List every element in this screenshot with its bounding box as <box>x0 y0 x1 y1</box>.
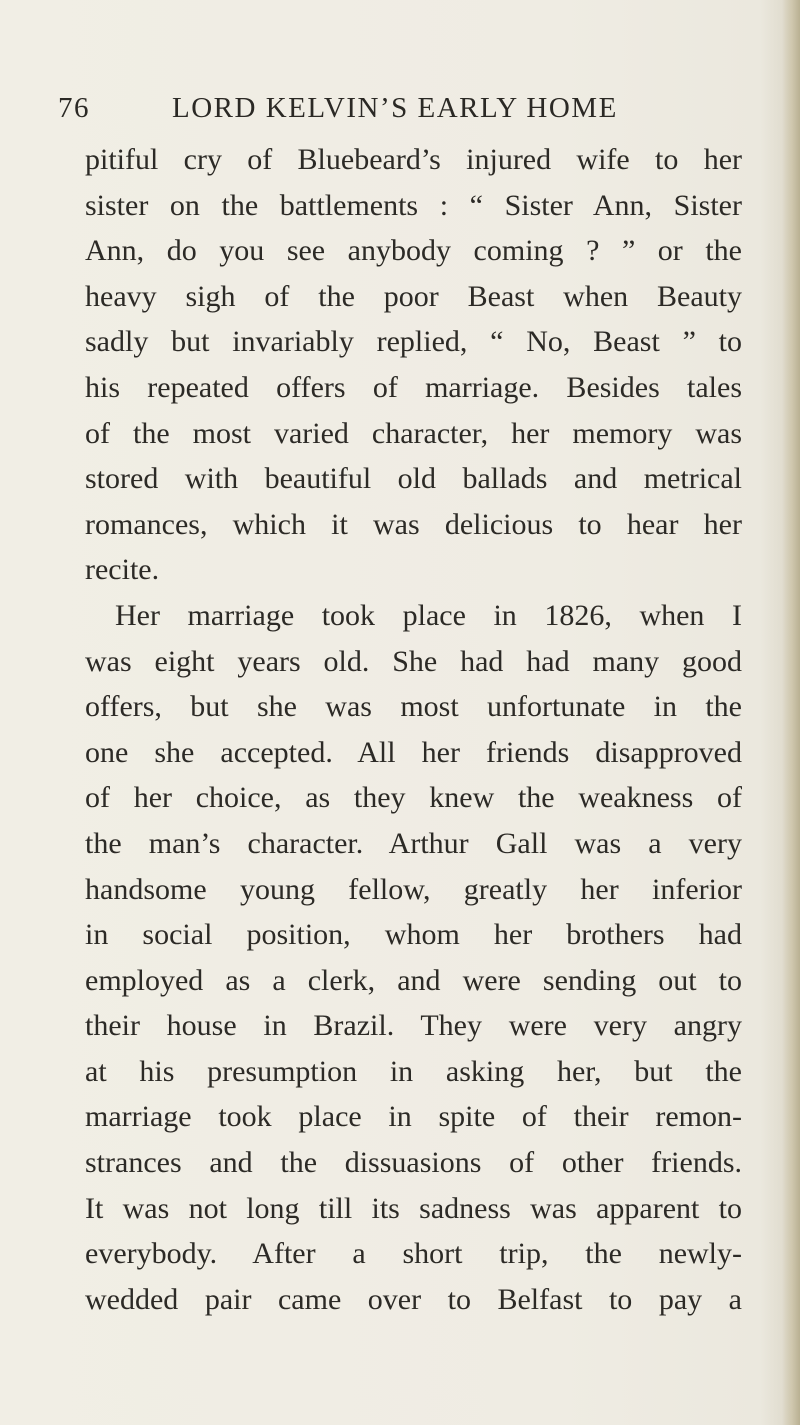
text-line: their house in Brazil. They were very angry <box>85 1009 742 1043</box>
text-line: everybody. After a short trip, the newly- <box>85 1237 742 1271</box>
text-line: of the most varied character, her memory was <box>85 416 742 450</box>
text-line: strances and the dissuasions of other friends. <box>85 1146 742 1180</box>
text-line: wedded pair came over to Belfast to pay a <box>85 1282 742 1316</box>
text-line: romances, which it was delicious to hear her <box>85 507 742 541</box>
text-line: Ann, do you see anybody coming ? ” or the <box>85 234 742 268</box>
text-line: marriage took place in spite of their remon- <box>85 1100 742 1134</box>
text-line: of her choice, as they knew the weakness of <box>85 781 742 815</box>
text-line: heavy sigh of the poor Beast when Beauty <box>85 279 742 313</box>
body-text <box>85 137 742 1322</box>
text-line: his repeated offers of marriage. Besides tales <box>85 370 742 404</box>
text-line: pitiful cry of Bluebeard’s injured wife to her <box>85 143 742 176</box>
text-line: one she accepted. All her friends disapproved <box>85 735 742 769</box>
running-head: LORD KELVIN’S EARLY HOME <box>172 92 618 124</box>
text-line: the man’s character. Arthur Gall was a very <box>85 826 742 860</box>
text-line: was eight years old. She had had many good <box>85 644 742 678</box>
text-line: at his presumption in asking her, but the <box>85 1054 742 1088</box>
text-line: employed as a clerk, and were sending out to <box>85 963 742 997</box>
text-line: Her marriage took place in 1826, when I <box>115 598 742 632</box>
text-line: recite. <box>85 553 160 587</box>
text-line: sadly but invariably replied, “ No, Beast ” to <box>85 325 742 359</box>
text-line: in social position, whom her brothers had <box>85 918 742 952</box>
page-number: 76 <box>58 92 90 124</box>
text-line: handsome young fellow, greatly her inferior <box>85 872 742 906</box>
text-line: sister on the battlements : “ Sister Ann, Sister <box>85 188 742 222</box>
page-header <box>58 92 758 132</box>
text-line: offers, but she was most unfortunate in the <box>85 690 742 724</box>
text-line: It was not long till its sadness was apparent to <box>85 1191 742 1225</box>
page-edge-shadow <box>782 0 800 1425</box>
text-line: stored with beautiful old ballads and metrical <box>85 462 742 496</box>
